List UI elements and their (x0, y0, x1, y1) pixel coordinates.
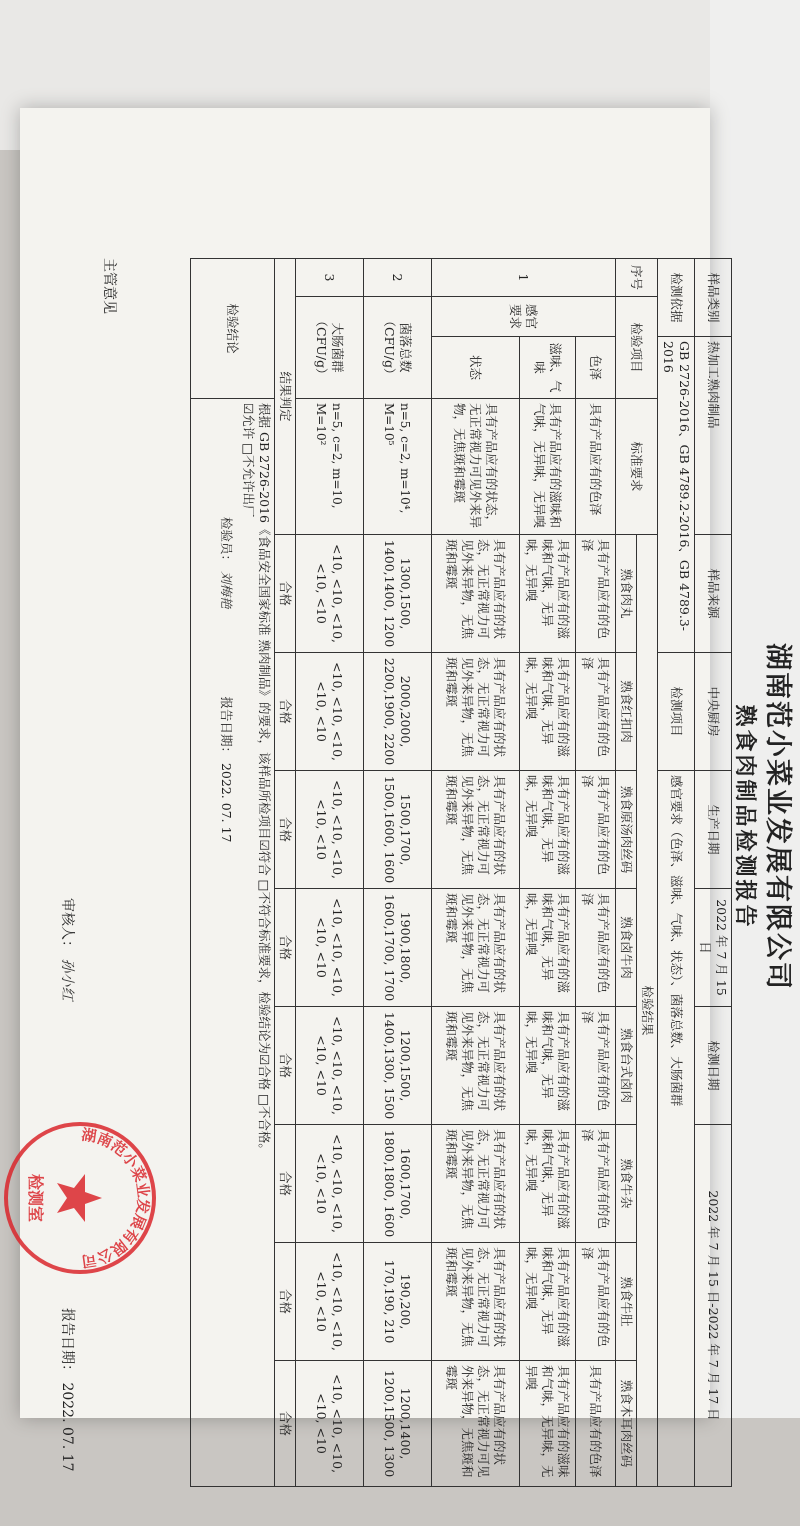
judgement-result: 合格 (275, 1243, 296, 1361)
header-row-1 (637, 259, 658, 1487)
report-date: 2022. 07. 17 (219, 762, 234, 843)
coliform-label: 大肠菌群（CFU/g） (296, 297, 364, 399)
seq-1: 1 (432, 259, 616, 297)
color-result: 具有产品应有的色泽 (576, 889, 616, 1007)
coliform-result: <10, <10, <10, <10, <10 (296, 1007, 364, 1125)
judgement-result: 合格 (275, 889, 296, 1007)
colony-result: 2000,2000, 2200,1900, 2200 (364, 653, 432, 771)
footer-date: 2022. 07. 17 (59, 1382, 75, 1472)
colony-result: 1600,1700, 1800,1800, 1600 (364, 1125, 432, 1243)
colony-result: 1300,1500, 1400,1400, 1200 (364, 535, 432, 653)
taste-row (520, 259, 576, 1487)
taste-label: 滋味、气味 (520, 337, 576, 399)
color-result: 具有产品应有的色泽 (576, 1361, 616, 1487)
colony-result: 1900,1800, 1600,1700, 1700 (364, 889, 432, 1007)
colony-result: 1200,1500, 1400,1300, 1500 (364, 1007, 432, 1125)
std-header: 标准要求 (616, 399, 658, 535)
coliform-result: <10, <10, <10, <10, <10 (296, 1243, 364, 1361)
judgement-result: 合格 (275, 771, 296, 889)
judgement-result: 合格 (275, 653, 296, 771)
coliform-result: <10, <10, <10, <10, <10 (296, 653, 364, 771)
conclusion-text: 根据 GB 2726-2016《食品安全国家标准 熟肉制品》的要求，该样品所检项目☑符合 □不符合标准要求，检验结论为☑合格 □不合格。 (257, 403, 272, 1156)
rotated-report (20, 108, 800, 1526)
coliform-result: <10, <10, <10, <10, <10 (296, 771, 364, 889)
report-date-label: 报告日期： (219, 696, 234, 759)
color-row (576, 259, 616, 1487)
judgement-result: 合格 (275, 1125, 296, 1243)
color-label: 色泽 (576, 337, 616, 399)
state-result: 具有产品应有的状态，无正常视力可见外来异物，无焦斑和霉斑 (432, 653, 520, 771)
coliform-std: n=5, c=2, m=10, M=10² (296, 399, 364, 535)
state-result: 具有产品应有的状态，无正常视力可见外来异物，无焦斑和霉斑 (432, 535, 520, 653)
stamp-text: 湖南范小菜业发展有限公司 (80, 1125, 153, 1271)
taste-result: 具有产品应有的滋味和气味，无异味，无异嗅 (520, 1125, 576, 1243)
footer-date-label: 报告日期： (59, 1308, 75, 1378)
taste-result: 具有产品应有的滋味和气味，无异味，无异嗅 (520, 653, 576, 771)
result-header: 检验结果 (637, 535, 658, 1487)
color-result: 具有产品应有的色泽 (576, 535, 616, 653)
seq-2: 2 (364, 259, 432, 297)
colony-result: 1500,1700, 1500,1600, 1600 (364, 771, 432, 889)
conclusion-label: 检验结论 (191, 259, 275, 399)
inspector-signature: 刘梅艳 (219, 571, 234, 609)
taste-result: 具有产品应有的滋味和气味，无异味，无异嗅 (520, 1243, 576, 1361)
prod-date: 2022 年 7 月 15 日 (695, 889, 732, 1007)
coliform-row (296, 259, 364, 1487)
seq-header: 序号 (616, 259, 658, 297)
taste-std: 具有产品应有的滋味和气味，无异味，无异嗅 (520, 399, 576, 535)
colony-row (364, 259, 432, 1487)
items: 感官要求（色泽、滋味、气味、状态）、菌落总数、大肠菌群 (658, 771, 695, 1487)
reviewer-line (58, 898, 78, 1000)
product-name: 熟食肉丸 (616, 535, 637, 653)
basis: GB 2726-2016、GB 4789.2-2016、GB 4789.3-2016 (658, 337, 695, 653)
test-date-label: 检测日期 (695, 1007, 732, 1125)
conclusion-row (191, 259, 275, 1487)
sensory-group: 感官要求 (432, 297, 616, 337)
official-stamp (0, 1118, 160, 1278)
color-result: 具有产品应有的色泽 (576, 1243, 616, 1361)
footer-date-line (58, 1308, 78, 1472)
color-result: 具有产品应有的色泽 (576, 1125, 616, 1243)
coliform-result: <10, <10, <10, <10, <10 (296, 889, 364, 1007)
product-name: 熟食红扣肉 (616, 653, 637, 771)
reviewer-label: 审核人： (59, 898, 75, 954)
judgement-label: 结果判定 (275, 259, 296, 535)
product-name: 熟食木耳肉丝码 (616, 1361, 637, 1487)
product-name: 熟食原汤肉丝码 (616, 771, 637, 889)
color-result: 具有产品应有的色泽 (576, 771, 616, 889)
coliform-result: <10, <10, <10, <10, <10 (296, 1361, 364, 1487)
coliform-result: <10, <10, <10, <10, <10 (296, 535, 364, 653)
state-std: 具有产品应有的状态，无正常视力可见外来异物，无焦斑和霉斑 (432, 399, 520, 535)
basis-label: 检测依据 (658, 259, 695, 337)
company-name: 湖南范小菜业发展有限公司 (762, 643, 793, 991)
sample-source-label: 样品来源 (695, 535, 732, 653)
colony-label: 菌落总数（CFU/g） (364, 297, 432, 399)
product-name: 熟食卤牛肉 (616, 889, 637, 1007)
taste-result: 具有产品应有的滋味和气味，无异味，无异嗅 (520, 771, 576, 889)
state-result: 具有产品应有的状态，无正常视力可见外来异物，无焦斑和霉斑 (432, 1007, 520, 1125)
conclusion-sign-line (218, 403, 234, 1482)
color-std: 具有产品应有的色泽 (576, 399, 616, 535)
color-result: 具有产品应有的色泽 (576, 1007, 616, 1125)
state-result: 具有产品应有的状态，无正常视力可见外来异物，无焦斑和霉斑 (432, 771, 520, 889)
state-label: 状态 (432, 337, 520, 399)
sample-source: 中央厨房 (695, 653, 732, 771)
supervisor-label: 主管意见 (101, 258, 117, 314)
taste-result: 具有产品应有的滋味和气味，无异味，无异嗅 (520, 535, 576, 653)
judgement-row (275, 259, 296, 1487)
info-row-1 (695, 259, 732, 1487)
allow-release: ☑允许 □不允许出厂 (241, 403, 256, 518)
report-paper (20, 108, 793, 1478)
state-result: 具有产品应有的状态，无正常视力可见外来异物，无焦斑和霉斑 (432, 889, 520, 1007)
colony-result: 1200,1400, 1200,1500, 1300 (364, 1361, 432, 1487)
taste-result: 具有产品应有的滋味和气味，无异味，无异嗅 (520, 889, 576, 1007)
state-result: 具有产品应有的状态，无正常视力可见外来异物，无焦斑和霉斑 (432, 1125, 520, 1243)
reviewer-signature: 孙小红 (59, 958, 75, 1001)
state-row (432, 259, 520, 1487)
product-name: 熟食台式卤肉 (616, 1007, 637, 1125)
stamp-center-text: 检测室 (26, 1173, 45, 1223)
judgement-result: 合格 (275, 535, 296, 653)
sample-type-label: 样品类别 (695, 259, 732, 337)
judgement-result: 合格 (275, 1007, 296, 1125)
state-result: 具有产品应有的状态，无正常视力可见外来异物，无焦斑和霉斑 (432, 1243, 520, 1361)
colony-result: 190,200, 170,190, 210 (364, 1243, 432, 1361)
taste-result: 具有产品应有的滋味和气味，无异味，无异嗅 (520, 1007, 576, 1125)
inspector-label: 检验员： (219, 517, 234, 568)
judgement-result: 合格 (275, 1361, 296, 1487)
coliform-result: <10, <10, <10, <10, <10 (296, 1125, 364, 1243)
product-name: 熟食牛肚 (616, 1243, 637, 1361)
test-date: 2022 年 7 月 15 日-2022 年 7 月 17 日 (695, 1125, 732, 1487)
report-table (190, 258, 732, 1487)
stamp-star-icon (57, 1174, 102, 1222)
items-label: 检测项目 (658, 653, 695, 771)
product-name: 熟食牛杂 (616, 1125, 637, 1243)
sample-type: 热加工熟肉制品 (695, 337, 732, 535)
color-result: 具有产品应有的色泽 (576, 653, 616, 771)
info-row-2 (658, 259, 695, 1487)
seq-3: 3 (296, 259, 364, 297)
taste-result: 具有产品应有的滋味和气味，无异味，无异嗅 (520, 1361, 576, 1487)
item-header: 检验项目 (616, 297, 658, 399)
report-title: 熟食肉制品检测报告 (732, 704, 758, 930)
conclusion-cell (191, 399, 275, 1487)
prod-date-label: 生产日期 (695, 771, 732, 889)
state-result: 具有产品应有的状态，无正常视力可见外来异物，无焦斑和霉斑 (432, 1361, 520, 1487)
colony-std: n=5, c=2, m=10⁴, M=10⁵ (364, 399, 432, 535)
